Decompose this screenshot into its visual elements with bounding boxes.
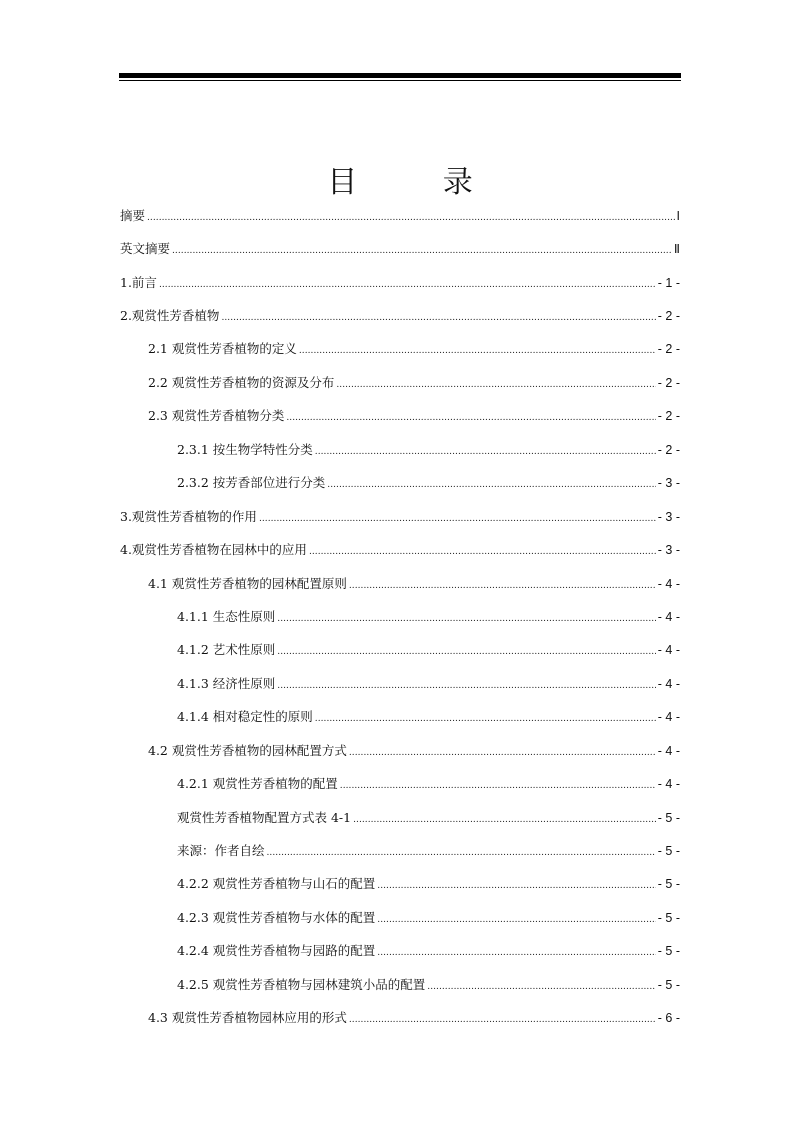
- toc-entry-label: 4.1.4 相对稳定性的原则: [177, 709, 313, 725]
- toc-leader-dots: [299, 343, 656, 359]
- toc-entry[interactable]: [120, 701, 680, 734]
- toc-entry-label: 4.观赏性芳香植物在园林中的应用: [120, 542, 307, 558]
- toc-entry[interactable]: [120, 467, 680, 500]
- toc-entry[interactable]: [120, 567, 680, 600]
- toc-entry-page: - 2 -: [657, 375, 680, 390]
- page-title: 目 录: [327, 165, 511, 201]
- toc-leader-dots: [277, 644, 655, 660]
- toc-entry-page: - 4 -: [657, 576, 680, 591]
- toc-entry-label: 来源：作者自绘: [177, 843, 265, 859]
- toc-entry-label: 2.3.1 按生物学特性分类: [177, 441, 313, 457]
- toc-entry[interactable]: [120, 734, 680, 767]
- toc-entry[interactable]: [120, 199, 680, 232]
- toc-entry-page: - 3 -: [657, 476, 680, 491]
- toc-entry-page: - 5 -: [657, 810, 680, 825]
- toc-entry[interactable]: [120, 533, 680, 566]
- toc-entry[interactable]: [120, 500, 680, 533]
- toc-entry-label: 4.1.3 经济性原则: [177, 675, 276, 691]
- toc-entry-page: - 4 -: [657, 743, 680, 758]
- toc-leader-dots: [277, 678, 655, 694]
- toc-entry[interactable]: [120, 767, 680, 800]
- toc-leader-dots: [172, 243, 672, 259]
- toc-entry-label: 4.2.5 观赏性芳香植物与园林建筑小品的配置: [177, 976, 426, 992]
- toc-entry-label: 2.1 观赏性芳香植物的定义: [148, 341, 297, 357]
- toc-leader-dots: [349, 578, 656, 594]
- toc-leader-dots: [377, 912, 655, 928]
- toc-entry-page: - 4 -: [657, 676, 680, 691]
- toc-entry-page: - 5 -: [657, 944, 680, 959]
- toc-entry[interactable]: [120, 299, 680, 332]
- toc-leader-dots: [147, 210, 675, 226]
- toc-leader-dots: [349, 1012, 656, 1028]
- toc-entry[interactable]: [120, 366, 680, 399]
- header-rule-thin: [119, 80, 681, 81]
- toc-entry-label: 4.3 观赏性芳香植物园林应用的形式: [148, 1010, 347, 1026]
- toc-entry-page: - 4 -: [657, 643, 680, 658]
- toc-entry-page: Ⅱ: [673, 242, 680, 257]
- toc-entry-page: - 5 -: [657, 844, 680, 859]
- toc-entry-label: 4.2 观赏性芳香植物的园林配置方式: [148, 742, 347, 758]
- toc-entry-page: - 4 -: [657, 777, 680, 792]
- toc-entry[interactable]: [120, 600, 680, 633]
- toc-entry-label: 摘要: [120, 207, 146, 223]
- toc-entry-label: 4.1.1 生态性原则: [177, 608, 276, 624]
- toc-leader-dots: [315, 711, 656, 727]
- toc-entry-label: 1.前言: [120, 274, 157, 290]
- toc-entry[interactable]: [120, 834, 680, 867]
- toc-entry-page: - 2 -: [657, 309, 680, 324]
- toc-entry[interactable]: [120, 1002, 680, 1035]
- toc-entry-label: 2.3 观赏性芳香植物分类: [148, 408, 285, 424]
- toc-leader-dots: [427, 979, 655, 995]
- toc-leader-dots: [221, 310, 655, 326]
- toc-leader-dots: [277, 611, 655, 627]
- toc-entry-label: 4.2.1 观赏性芳香植物的配置: [177, 776, 338, 792]
- toc-leader-dots: [377, 945, 655, 961]
- toc-leader-dots: [159, 277, 656, 293]
- toc-entry[interactable]: [120, 232, 680, 265]
- toc-entry[interactable]: [120, 634, 680, 667]
- toc-entry-label: 观赏性芳香植物配置方式表 4-1: [177, 809, 352, 825]
- toc-entry-page: - 3 -: [657, 509, 680, 524]
- toc-entry-page: - 2 -: [657, 409, 680, 424]
- toc-entry-label: 2.观赏性芳香植物: [120, 308, 220, 324]
- toc-entry[interactable]: [120, 935, 680, 968]
- toc-entry[interactable]: [120, 433, 680, 466]
- toc-entry-page: - 6 -: [657, 1011, 680, 1026]
- toc-leader-dots: [309, 544, 656, 560]
- toc-entry[interactable]: [120, 333, 680, 366]
- toc-entry-label: 4.2.2 观赏性芳香植物与山石的配置: [177, 876, 376, 892]
- toc-entry-page: - 4 -: [657, 609, 680, 624]
- toc-leader-dots: [267, 845, 656, 861]
- toc-entry-page: I: [676, 208, 680, 223]
- toc-entry[interactable]: [120, 266, 680, 299]
- toc-leader-dots: [259, 511, 656, 527]
- toc-entry-label: 4.2.4 观赏性芳香植物与园路的配置: [177, 943, 376, 959]
- toc-entry-label: 3.观赏性芳香植物的作用: [120, 508, 257, 524]
- toc-leader-dots: [377, 878, 655, 894]
- toc-leader-dots: [353, 812, 656, 828]
- toc-entry-label: 4.1 观赏性芳香植物的园林配置原则: [148, 575, 347, 591]
- toc-entry-page: - 2 -: [657, 442, 680, 457]
- toc-entry[interactable]: [120, 968, 680, 1001]
- toc-leader-dots: [340, 778, 656, 794]
- toc-leader-dots: [327, 477, 655, 493]
- toc-entry-page: - 5 -: [657, 977, 680, 992]
- toc-entry-page: - 3 -: [657, 543, 680, 558]
- toc-entry-label: 2.3.2 按芳香部位进行分类: [177, 475, 326, 491]
- toc-leader-dots: [315, 444, 656, 460]
- toc-entry[interactable]: [120, 868, 680, 901]
- toc-entry-page: - 4 -: [657, 710, 680, 725]
- toc-entry[interactable]: [120, 901, 680, 934]
- toc-entry-label: 2.2 观赏性芳香植物的资源及分布: [148, 374, 335, 390]
- toc-entry-page: - 5 -: [657, 877, 680, 892]
- toc-entry-label: 4.1.2 艺术性原则: [177, 642, 276, 658]
- toc-leader-dots: [286, 410, 655, 426]
- table-of-contents: [120, 199, 680, 1035]
- toc-leader-dots: [349, 745, 656, 761]
- toc-entry[interactable]: [120, 400, 680, 433]
- toc-entry-label: 4.2.3 观赏性芳香植物与水体的配置: [177, 909, 376, 925]
- toc-entry-label: 英文摘要: [120, 241, 171, 257]
- toc-leader-dots: [336, 377, 655, 393]
- toc-entry-page: - 1 -: [657, 275, 680, 290]
- toc-entry-page: - 2 -: [657, 342, 680, 357]
- header-rule-thick: [119, 73, 681, 78]
- toc-entry[interactable]: [120, 801, 680, 834]
- toc-entry[interactable]: [120, 667, 680, 700]
- toc-entry-page: - 5 -: [657, 910, 680, 925]
